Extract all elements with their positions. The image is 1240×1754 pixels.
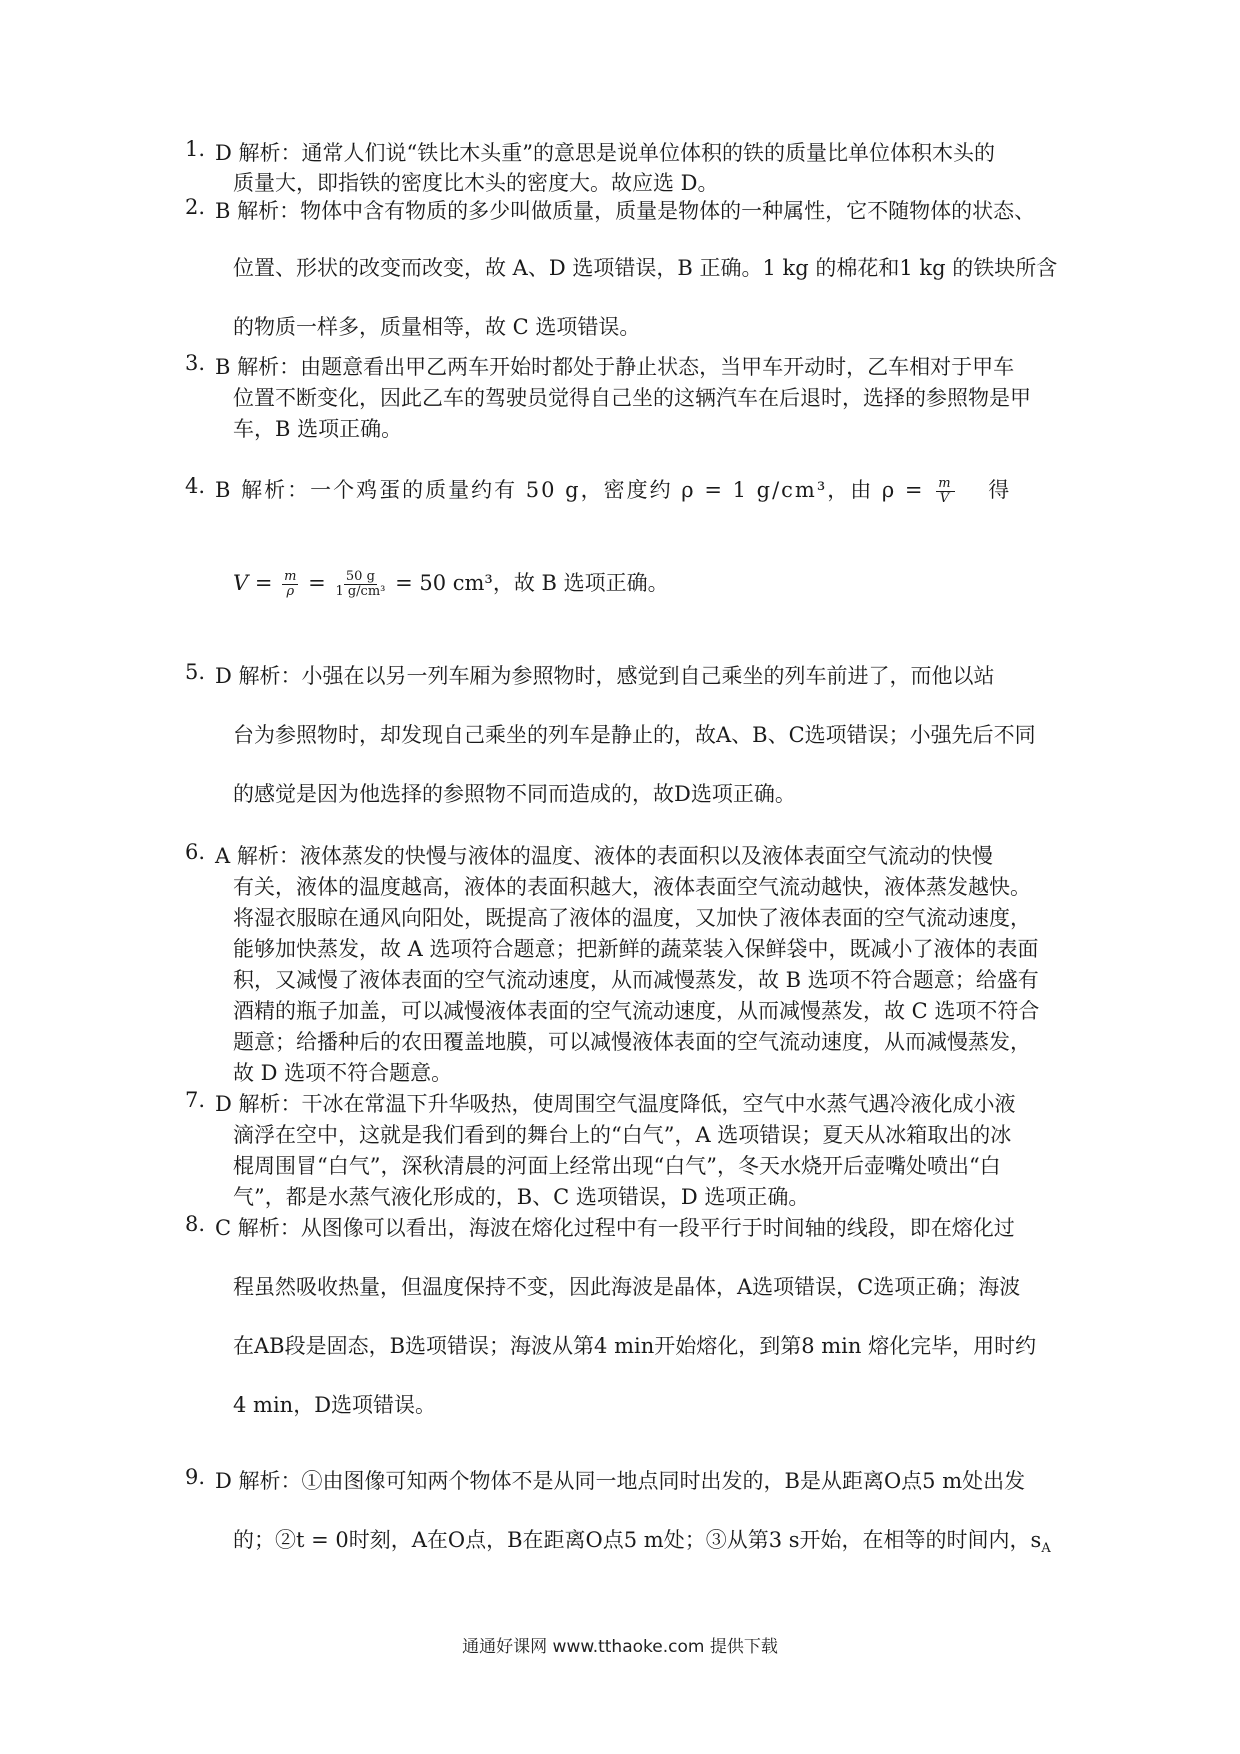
item-number: 3. [185,351,206,375]
item-line: 的物质一样多，质量相等，故 C 选项错误。 [233,315,641,339]
item-number: 8. [185,1212,206,1236]
formula-rhs: = 50 cm³，故 B 选项正确。 [395,571,669,595]
fraction-denominator: V [939,491,952,506]
item-number: 7. [185,1088,206,1112]
fraction-numerator: m [938,476,953,492]
item-number: 1. [185,137,206,161]
page-footer: 通通好课网 www.tthaoke.com 提供下载 [462,1637,778,1657]
formula-equals: = [308,571,326,595]
item-line: D 解析：干冰在常温下升华吸热，使周围空气温度降低，空气中水蒸气遇冷液化成小液 [215,1092,1016,1116]
value-fraction [335,570,385,598]
item-line [233,567,669,599]
item-line: 台为参照物时，却发现自己乘坐的列车是静止的，故A、B、C选项错误；小强先后不同 [233,723,1036,747]
item-line: 有关，液体的温度越高，液体的表面积越大，液体表面空气流动越快，液体蒸发越快。 [233,875,1031,899]
density-fraction [936,477,954,505]
item-line: 滴浮在空中，这就是我们看到的舞台上的“白气”，A 选项错误；夏天从冰箱取出的冰 [233,1123,1012,1147]
item-line: 的感觉是因为他选择的参照物不同而造成的，故D选项正确。 [233,782,796,806]
item-number: 4. [185,474,206,498]
item-line: 位置、形状的改变而改变，故 A、D 选项错误，B 正确。1 kg 的棉花和1 kg 的铁块所含 [233,256,1058,280]
volume-fraction [282,570,298,598]
item-line: 程虽然吸收热量，但温度保持不变，因此海波是晶体，A选项错误，C选项正确；海波 [233,1275,1021,1299]
item-line: 4 min，D选项错误。 [233,1393,437,1417]
fraction-denominator: 1 g/cm³ [335,584,386,599]
item-number: 6. [185,840,206,864]
item-line: 质量大，即指铁的密度比木头的密度大。故应选 D。 [233,171,719,195]
item-line: 气”，都是水蒸气液化形成的，B、C 选项错误，D 选项正确。 [233,1185,810,1209]
item-line: C 解析：从图像可以看出，海波在熔化过程中有一段平行于时间轴的线段，即在熔化过 [215,1216,1015,1240]
item-line: 故 D 选项不符合题意。 [233,1061,453,1085]
item-line: 题意；给播种后的农田覆盖地膜，可以减慢液体表面的空气流动速度，从而减慢蒸发， [233,1030,1031,1054]
item-number: 9. [185,1465,206,1489]
fraction-numerator: 50 g [345,569,375,585]
item-number: 5. [185,660,206,684]
item-text: B 解析：一个鸡蛋的质量约有 50 g，密度约 ρ = 1 g/cm³，由 ρ = [215,478,925,502]
item-line: 积，又减慢了液体表面的空气流动速度，从而减慢蒸发，故 B 选项不符合题意；给盛有 [233,968,1039,992]
fraction-numerator: m [284,569,297,585]
item-number: 2. [185,195,206,219]
item-line [233,1524,1051,1556]
item-line [215,474,1011,506]
item-line: 将湿衣服晾在通风向阳处，既提高了液体的温度，又加快了液体表面的空气流动速度， [233,906,1031,930]
formula-lhs: V = [233,571,273,595]
item-line: D 解析：①由图像可知两个物体不是从同一地点同时出发的，B是从距离O点5 m处出发 [215,1469,1026,1493]
item-line: 棍周围冒“白气”，深秋清晨的河面上经常出现“白气”，冬天水烧开后壶嘴处喷出“白 [233,1154,1001,1178]
item-line: 能够加快蒸发，故 A 选项符合题意；把新鲜的蔬菜装入保鲜袋中，既减小了液体的表面 [233,937,1039,961]
item-line: B 解析：物体中含有物质的多少叫做质量，质量是物体的一种属性，它不随物体的状态、 [215,199,1036,223]
fraction-denominator: ρ [286,584,295,599]
item-line: A 解析：液体蒸发的快慢与液体的温度、液体的表面积以及液体表面空气流动的快慢 [215,844,993,868]
item-line: D 解析：小强在以另一列车厢为参照物时，感觉到自己乘坐的列车前进了，而他以站 [215,664,995,688]
item-line: 位置不断变化，因此乙车的驾驶员觉得自己坐的这辆汽车在后退时，选择的参照物是甲 [233,386,1031,410]
item-text: 得 [988,478,1012,502]
item-line: 在AB段是固态，B选项错误；海波从第4 min开始熔化，到第8 min 熔化完毕，用时约 [233,1334,1037,1358]
subscript: A [1041,1541,1051,1557]
item-line: 酒精的瓶子加盖，可以减慢液体表面的空气流动速度，从而减慢蒸发，故 C 选项不符合 [233,999,1040,1023]
item-text: 的；②t = 0时刻，A在O点，B在距离O点5 m处；③从第3 s开始，在相等的时间内，s [233,1528,1042,1552]
item-line: B 解析：由题意看出甲乙两车开始时都处于静止状态，当甲车开动时，乙车相对于甲车 [215,355,1015,379]
item-line: D 解析：通常人们说“铁比木头重”的意思是说单位体积的铁的质量比单位体积木头的 [215,141,995,165]
item-line: 车，B 选项正确。 [233,417,403,441]
